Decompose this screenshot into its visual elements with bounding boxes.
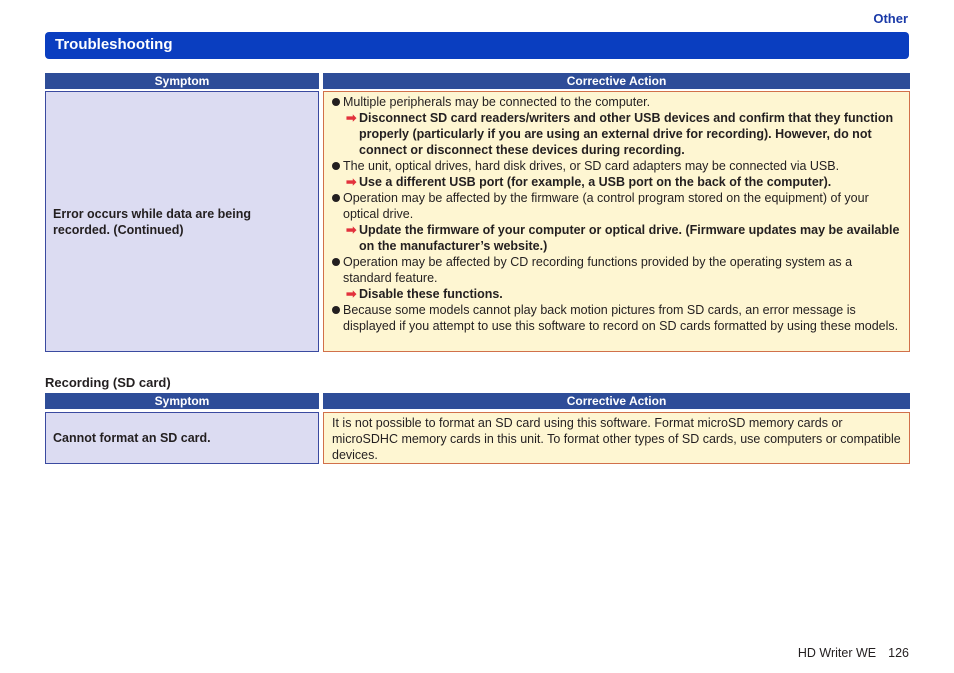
section-label: Other	[873, 11, 908, 26]
table1-action-cell	[323, 91, 910, 352]
page-number: 126	[888, 646, 909, 660]
list-item: Operation may be affected by CD recording functions provided by the operating system as a standard feature.	[332, 254, 903, 286]
table2-header-symptom: Symptom	[45, 393, 319, 409]
page-footer	[798, 646, 909, 660]
arrow-right-icon: ➡	[346, 111, 357, 125]
arrow-right-icon: ➡	[346, 175, 357, 189]
table1-symptom-text: Error occurs while data are being recorded. (Continued)	[53, 206, 251, 237]
fix-item: ➡ Use a different USB port (for example, a USB port on the back of the computer).	[346, 175, 832, 189]
bullet-icon	[332, 306, 340, 314]
fix-item: ➡ Disable these functions.	[346, 287, 503, 301]
bullet-icon	[332, 258, 340, 266]
fix-item: ➡ Update the firmware of your computer or optical drive. (Firmware updates may be available on the manufacturer’s website.)	[346, 223, 900, 253]
table2-symptom-cell	[45, 412, 319, 464]
section-heading: Recording (SD card)	[45, 375, 171, 390]
table1-header-symptom: Symptom	[45, 73, 319, 89]
product-name: HD Writer WE	[797, 646, 877, 660]
bullet-icon	[332, 194, 340, 202]
bullet-icon	[332, 98, 340, 106]
fix-item: ➡ Disconnect SD card readers/writers and other USB devices and confirm that they function properly (particularly if you are using an external drive for recording). However, do not connect or disconnect these devices during recording.	[346, 111, 894, 157]
table2-action-cell	[323, 412, 910, 464]
table2-action-text: It is not possible to format an SD card using this software. Format microSD memory cards or microSDHC memory cards in this unit. To format other types of SD cards, use computers or compatible devices.	[332, 416, 901, 462]
table2-header-action: Corrective Action	[323, 393, 910, 409]
list-item: Operation may be affected by the firmware (a control program stored on the equipment) of your optical drive.	[332, 190, 903, 222]
table1-symptom-cell	[45, 91, 319, 352]
bullet-icon	[332, 162, 340, 170]
table2-symptom-text: Cannot format an SD card.	[53, 431, 211, 445]
table1-header-action: Corrective Action	[323, 73, 910, 89]
arrow-right-icon: ➡	[346, 223, 357, 237]
arrow-right-icon: ➡	[346, 287, 357, 301]
list-item: Because some models cannot play back motion pictures from SD cards, an error message is displayed if you attempt to use this software to record on SD cards formatted by using these models.	[332, 302, 903, 334]
page-title: Troubleshooting	[45, 32, 909, 59]
list-item: The unit, optical drives, hard disk drives, or SD card adapters may be connected via USB.	[332, 158, 903, 174]
list-item: Multiple peripherals may be connected to the computer.	[332, 94, 903, 110]
